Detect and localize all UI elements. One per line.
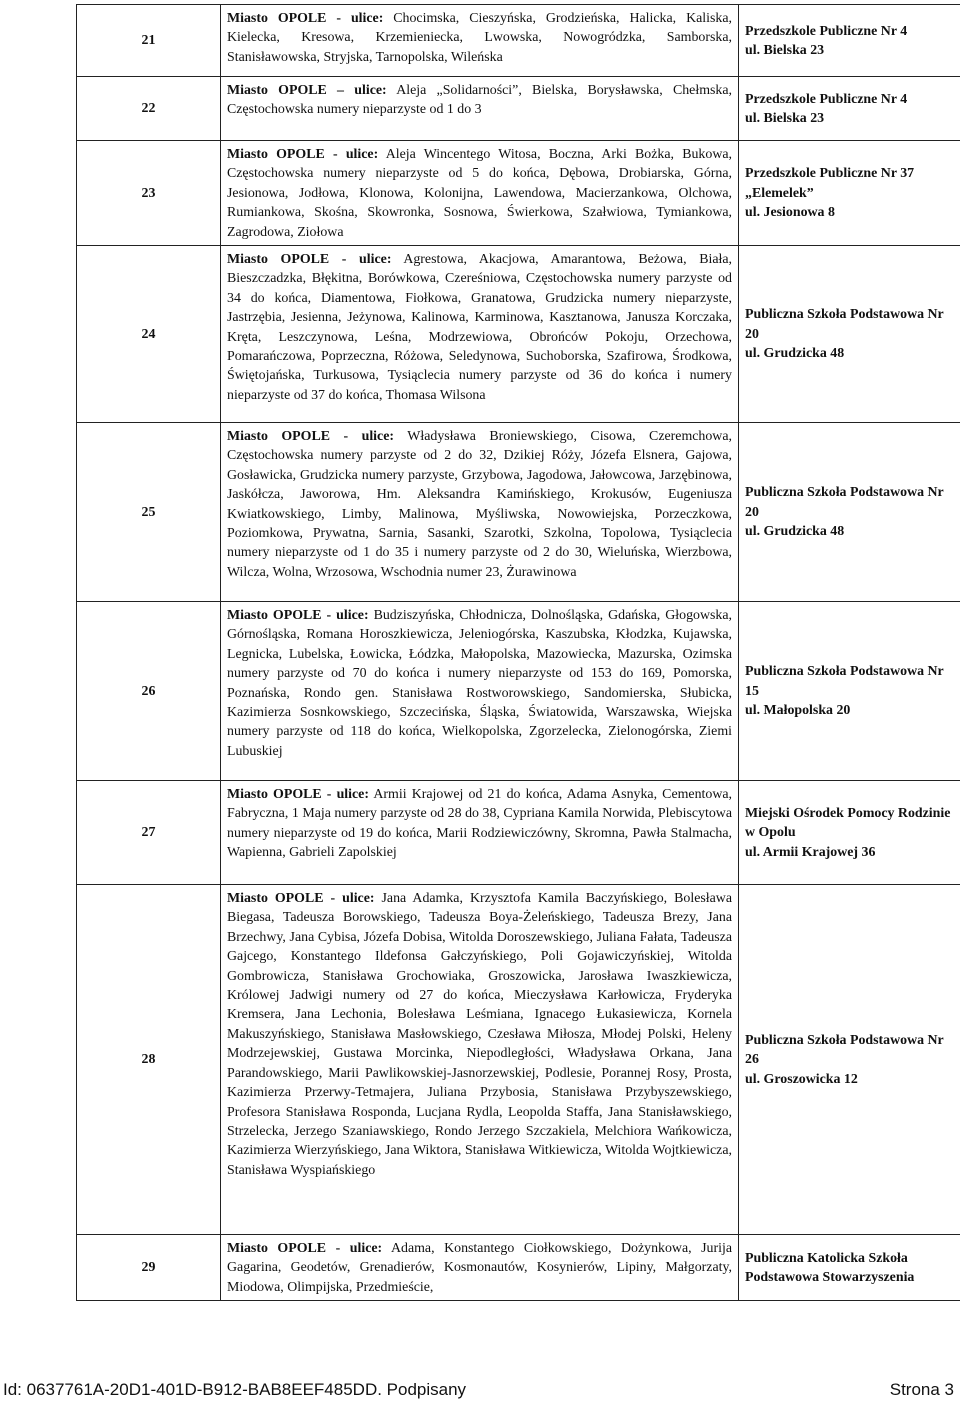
school-name: Przedszkole Publiczne Nr 4 bbox=[745, 23, 908, 39]
table-row bbox=[77, 77, 960, 141]
street-list bbox=[221, 602, 739, 781]
school-address: ul. Małopolska 20 bbox=[745, 703, 851, 719]
school-address: ul. Bielska 23 bbox=[745, 111, 825, 126]
school-address: ul. Armii Krajowej 36 bbox=[745, 844, 876, 860]
street-list-lead: Miasto OPOLE - ulice: bbox=[227, 429, 394, 445]
row-number: 25 bbox=[77, 423, 221, 602]
table-row bbox=[77, 423, 960, 602]
street-list-text: Jana Adamka, Krzysztofa Kamila Baczyńskiego, Bolesława Biegasa, Tadeusza Borowskiego, Tadeusza Boya-Żeleńskiego, Tadeusza Brezy, Jana Brzechwy, Jana Cybisa, Józefa Dobisa, Witolda Doroszewskiego, Juliana Fałata, Tadeusza Gajcego, Konstantego Ildefonsa Gałczyńskiego, Poli Gojawiczyńskiej, Witolda Gombrowicza, Stanisława Grochowiaka, Groszowicka, Jarosława Iwaszkiewicza, Królowej Jadwigi numery od 27 do końca, Mieczysława Karłowicza, Fryderyka Kremsera, Jana Lechonia, Bolesława Leśmiana, Ignacego Łukasiewicza, Kornela Makuszyńskiego, Stanisława Masłowskiego, Czesława Miłosza, Młodej Polski, Heleny Modrzejewskiej, Gustawa Morcinka, Niepodległości, Władysława Orkana, Jana Parandowskiego, Marii Pawlikowskiej-Jasnorzewskiej, Podlesie, Porannej Rosy, Prosta, Kazimierza Przerwy-Tetmajera, Juliana Przybosia, Stanisława Przybyszewskiego, Profesora Stanisława Rospondа, Lucjana Rydla, Leopolda Staffa, Jana Stanisławskiego, Strzelecka, Jerzego Szaniawskiego, Rondo Jerzego Szczakiela, Melchiora Wańkowicza, Kazimierza Wierzyńskiego, Jana Wiktora, Stanisława Witkiewicza, Witolda Wojtkiewicza, Stanisława Wyspiańskiego bbox=[227, 891, 732, 1178]
street-list bbox=[221, 141, 739, 246]
school-cell bbox=[739, 5, 960, 77]
school-address: ul. Grudzicka 48 bbox=[745, 346, 845, 362]
table-row bbox=[77, 885, 960, 1235]
street-list-lead: Miasto OPOLE - ulice: bbox=[227, 787, 369, 803]
street-list-text: Budziszyńska, Chłodnicza, Dolnośląska, Gdańska, Głogowska, Górnośląska, Romana Horoszkiewicza, Jeleniogórska, Kaszubska, Kłodzka, Kujawska, Legnicka, Lubelska, Łowicka, Łódzka, Małopolska, Mazowiecka, Mazurska, Ozimska numery parzyste od 70 do końca i numery nieparzyste od 153 do 169, Pomorska, Poznańska, Rondo gen. Stanisława Rostworowskiego, Sandomierska, Słubicka, Kazimierza Sosnkowskiego, Szczecińska, Śląska, Światowida, Warszawska, Wiejska numery parzyste od 118 do końca, Wielkopolska, Zgorzelecka, Zielonogórska, Ziemi Lubuskiej bbox=[227, 608, 732, 759]
row-number: 24 bbox=[77, 246, 221, 423]
street-list-text: Adama, Konstantego Ciołkowskiego, Dożynkowa, Jurija Gagarina, Geodetów, Grenadierów, Kosmonautów, Kosynierów, Lipiny, Małgorzaty, Miodowa, Olimpijska, Przedmieście, bbox=[227, 1241, 732, 1295]
street-list-text: Armii Krajowej od 21 do końca, Adama Asnyka, Cementowa, Fabryczna, 1 Maja numery parzyste od 28 do 38, Cypriana Kamila Norwida, Plebiscytowa numery nieparzyste od 19 do końca, Marii Rodziewiczówny, Skromna, Pawła Stalmacha, Wapienna, Gabrieli Zapolskiej bbox=[227, 787, 733, 861]
street-list-lead: Miasto OPOLE – ulice: bbox=[227, 83, 387, 98]
street-list-text: Aleja „Solidarności”, Bielska, Borysławska, Chełmska, Częstochowska numery nieparzyste od 1 do 3 bbox=[227, 83, 732, 118]
street-list-lead: Miasto OPOLE - ulice: bbox=[227, 147, 379, 162]
school-cell bbox=[739, 602, 960, 781]
street-list-lead: Miasto OPOLE - ulice: bbox=[227, 608, 369, 624]
school-cell bbox=[739, 781, 960, 885]
street-list-lead: Miasto OPOLE - ulice: bbox=[227, 252, 392, 268]
document-signature-id: Id: 0637761A-20D1-401D-B912-BAB8EEF485DD. Podpisany bbox=[3, 1380, 467, 1399]
street-list-text: Chocimska, Cieszyńska, Grodzieńska, Halicka, Kaliska, Kielecka, Kresowa, Krzemieniecka, Lwowska, Nowogródzka, Samborska, Stanisławowska, Stryjska, Tarnopolska, Wileńska bbox=[227, 11, 732, 65]
row-number: 28 bbox=[77, 885, 221, 1235]
street-list bbox=[221, 1235, 739, 1301]
school-name: Przedszkole Publiczne Nr 4 bbox=[745, 91, 908, 107]
school-name: Publiczna Katolicka Szkoła Podstawowa Stowarzyszenia bbox=[745, 1250, 915, 1286]
page-footer bbox=[0, 1380, 960, 1402]
street-list-text: Władysława Broniewskiego, Cisowa, Czeremchowa, Częstochowska numery parzyste od 2 do 32, Dzikiej Róży, Józefa Elsnera, Gajowa, Gosławicka, Grudzicka numery parzyste, Grzybowa, Jagodowa, Jałowcowa, Jarzębinowa, Jaskółcza, Jaworowa, Hm. Aleksandra Kamińskiego, Krokusów, Eugeniusza Kwiatkowskiego, Limby, Malinowa, Myśliwska, Nowowiejska, Porzeczkowa, Poziomkowa, Prywatna, Sarnia, Sasanki, Szarotki, Szkolna, Topolowa, Tysiąclecia numery nieparzyste od 1 do 35 i numery parzyste od 2 do 30, Wieluńska, Wierzbowa, Wilcza, Wolna, Wrzosowa, Wschodnia numer 23, Żurawinowa bbox=[227, 429, 732, 580]
row-number: 27 bbox=[77, 781, 221, 885]
row-number: 26 bbox=[77, 602, 221, 781]
row-number: 29 bbox=[77, 1235, 221, 1301]
street-list bbox=[221, 77, 739, 141]
school-name: Publiczna Szkoła Podstawowa Nr 20 bbox=[745, 307, 944, 342]
school-cell bbox=[739, 1235, 960, 1301]
street-list-lead: Miasto OPOLE - ulice: bbox=[227, 1241, 383, 1257]
row-number: 23 bbox=[77, 141, 221, 246]
school-cell bbox=[739, 141, 960, 246]
school-district-table bbox=[76, 4, 960, 1301]
school-name: Miejski Ośrodek Pomocy Rodzinie w Opolu bbox=[745, 805, 951, 841]
street-list bbox=[221, 5, 739, 77]
school-cell bbox=[739, 77, 960, 141]
street-list bbox=[221, 423, 739, 602]
table-row bbox=[77, 246, 960, 423]
school-address: ul. Bielska 23 bbox=[745, 43, 825, 58]
school-cell bbox=[739, 423, 960, 602]
school-address: ul. Groszowicka 12 bbox=[745, 1071, 858, 1087]
table-row bbox=[77, 1235, 960, 1301]
page-number: Strona 3 bbox=[889, 1380, 954, 1399]
street-list-text: Agrestowa, Akacjowa, Amarantowa, Beżowa, Biała, Bieszczadzka, Błękitna, Borówkowa, Czereśniowa, Częstochowska numery parzyste od 34 do końca, Diamentowa, Fiołkowa, Granatowa, Grudzicka numery nieparzyste, Jastrzębia, Jesienna, Jeżynowa, Kalinowa, Karminowa, Kasztanowa, Janusza Korczaka, Kręta, Leszczynowa, Leśna, Modrzewiowa, Obrońców Pokoju, Orzechowa, Pomarańczowa, Poprzeczna, Różowa, Seledynowa, Suchoborska, Szafirowa, Środkowa, Świętojańska, Turkusowa, Tysiąclecia numery parzyste od 36 do końca i numery nieparzyste od 37 do końca, Thomasa Wilsona bbox=[227, 252, 732, 403]
street-list-lead: Miasto OPOLE - ulice: bbox=[227, 11, 384, 26]
street-list bbox=[221, 885, 739, 1235]
table-row bbox=[77, 5, 960, 77]
school-name: Publiczna Szkoła Podstawowa Nr 26 bbox=[745, 1032, 944, 1068]
table-row bbox=[77, 781, 960, 885]
row-number: 22 bbox=[77, 77, 221, 141]
street-list bbox=[221, 781, 739, 885]
street-list-lead: Miasto OPOLE - ulice: bbox=[227, 891, 375, 907]
table-row bbox=[77, 141, 960, 246]
row-number: 21 bbox=[77, 5, 221, 77]
street-list bbox=[221, 246, 739, 423]
table-row bbox=[77, 602, 960, 781]
school-address: ul. Grudzicka 48 bbox=[745, 524, 845, 540]
street-list-text: Aleja Wincentego Witosa, Boczna, Arki Bożka, Bukowa, Częstochowska numery nieparzyste od 5 do końca, Dębowa, Drobiarska, Górna, Jesionowa, Jodłowa, Klonowa, Kolonijna, Lawendowa, Macierzankowa, Olchowa, Rumiankowa, Skośna, Skowronka, Sosnowa, Świerkowa, Szałwiowa, Tymiankowa, Zagrodowa, Ziołowa bbox=[227, 147, 732, 240]
school-address: ul. Jesionowa 8 bbox=[745, 205, 835, 221]
school-name: Publiczna Szkoła Podstawowa Nr 20 bbox=[745, 485, 944, 520]
school-name: Publiczna Szkoła Podstawowa Nr 15 bbox=[745, 664, 944, 699]
school-cell bbox=[739, 246, 960, 423]
school-name: Przedszkole Publiczne Nr 37 „Elemelek” bbox=[745, 166, 915, 201]
school-cell bbox=[739, 885, 960, 1235]
